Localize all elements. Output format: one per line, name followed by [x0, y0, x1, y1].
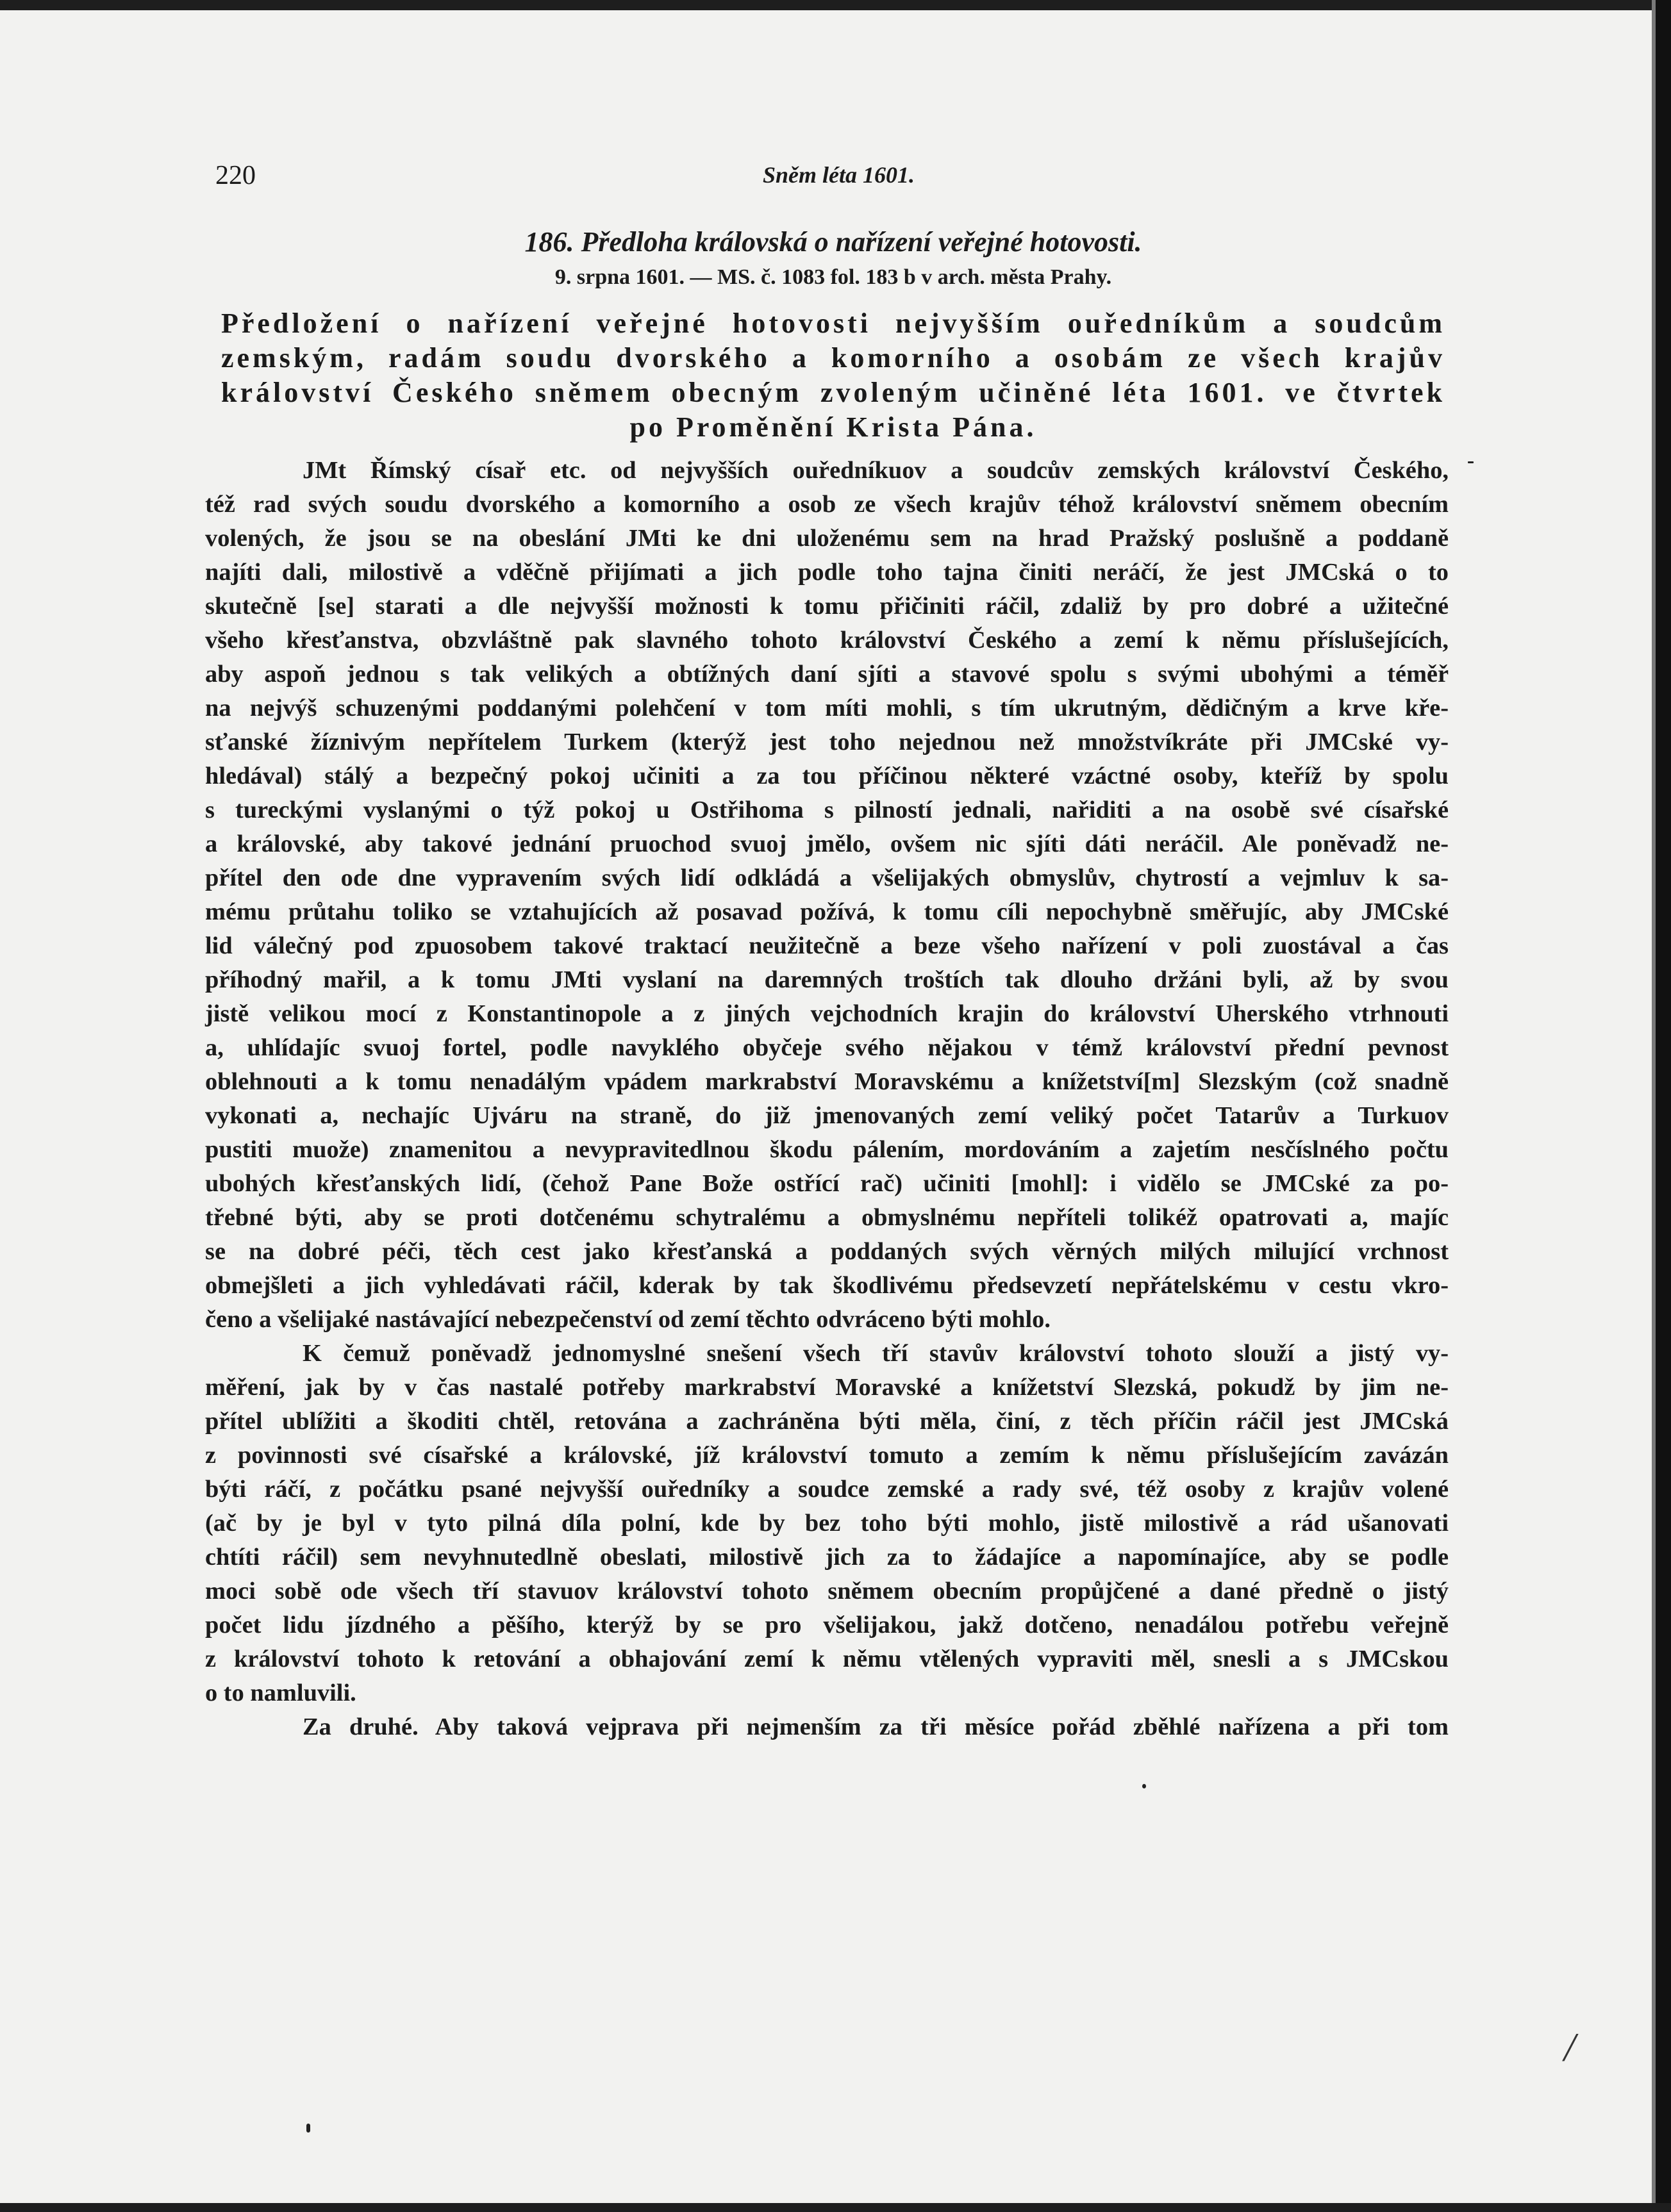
- text-line: mému průtahu toliko se vztahujících až posavad požívá, k tomu cíli nepochybně směřujíc, aby JMCské: [205, 898, 1449, 925]
- text-line: chtíti ráčil) sem nevyhnutedlně obeslati, milostivě jich za to žádajíce a napomínajíce, aby se podle: [205, 1544, 1449, 1571]
- running-title: Sněm léta 1601.: [763, 162, 915, 188]
- source-reference: 9. srpna 1601. — MS. č. 1083 fol. 183 b v arch. města Prahy.: [554, 265, 1112, 289]
- text-line: třebné býti, aby se proti dotčenému schytralému a obmyslnému nepříteli tolikéž opatrovati a, majíc: [205, 1204, 1449, 1231]
- text-line: skutečně [se] starati a dle nejvyšší možnosti k tomu přičiniti ráčil, zdaliž by pro dobré a užitečné: [205, 593, 1449, 620]
- text-line: K čemuž poněvadž jednomyslné snešení všech tří stavův království tohoto slouží a jistý vy-: [303, 1340, 1449, 1367]
- title-line: po Proměnění Krista Pána.: [629, 411, 1037, 443]
- title-line: království Českého sněmem obecným zvoleným učiněné léta 1601. ve čtvrtek: [221, 377, 1445, 408]
- text-line: volených, že jsou se na obeslání JMti ke dni uloženému sem na hrad Pražský poslušně a poddaně: [205, 525, 1449, 552]
- scan-edge-bottom: [0, 2203, 1671, 2212]
- text-line: ubohých křesťanských lidí, (čehož Pane Bože ostřící rač) učiniti [mohl]: i vidělo se JMCské za po-: [205, 1170, 1449, 1197]
- text-line: a, uhlídajíc svuoj fortel, podle navyklého obyčeje svého nějakou v témž království přední pevnost: [205, 1034, 1449, 1061]
- text-line: příhodný mařil, a k tomu JMti vyslaní na daremných troštích tak dlouho držáni byli, až by svou: [205, 966, 1449, 993]
- text-line: hledával) stálý a bezpečný pokoj učiniti a za tou příčinou některé vzáctné osoby, kteříž by spolu: [205, 763, 1449, 789]
- text-line: aby aspoň jednou s tak velikých a obtížných daní sjíti a stavové spolu s svými ubohými a téměř: [205, 661, 1449, 688]
- text-line: Za druhé. Aby taková vejprava při nejmenším za tři měsíce pořád zběhlé nařízena a při tom: [303, 1713, 1449, 1740]
- text-line: všeho křesťanstva, obzvláštně pak slavného tohoto království Českého a zemí k němu příslušejících,: [205, 627, 1449, 654]
- scan-speck: [1468, 461, 1474, 463]
- text-line: jistě velikou mocí z Konstantinopole a z jiných vejchodních krajin do království Uherského vtrhnouti: [205, 1000, 1449, 1027]
- pencil-margin-mark: /: [1564, 2024, 1575, 2070]
- text-line: s tureckými vyslanými o týž pokoj u Ostřihoma s pilností jednali, nařiditi a na osobě své císařské: [205, 796, 1449, 823]
- text-line: přítel den ode dne vypravením svých lidí odkládá a všelijakých obmyslův, chytrostí a vejmluv k sa-: [205, 864, 1449, 891]
- scan-edge-top: [0, 0, 1671, 10]
- body-text: [205, 454, 1449, 1744]
- text-line: počet lidu jízdného a pěšího, kterýž by se pro všelijakou, jakž dotčeno, nenadálou potřebu veřejně: [205, 1612, 1449, 1638]
- title-line: zemským, radám soudu dvorského a komorního a osobám ze všech krajův: [221, 342, 1445, 374]
- text-line: čeno a všelijaké nastávající nebezpečenství od zemí těchto odvráceno býti mohlo.: [205, 1306, 1051, 1333]
- scan-speck: [1142, 1784, 1146, 1788]
- text-line: sťanské žíznivým nepřítelem Turkem (kterýž jest toho nejednou než množstvíkráte při JMCské vy-: [205, 729, 1449, 755]
- page-number: 220: [215, 161, 256, 190]
- text-line: vykonati a, nechajíc Ujváru na straně, do již jmenovaných zemí veliký počet Tatarův a Turkuov: [205, 1102, 1449, 1129]
- text-line: obmejšleti a jich vyhledávati ráčil, kderak by tak škodlivému předsevzetí nepřátelskému v cestu vkro-: [205, 1272, 1449, 1299]
- text-line: a královské, aby takové jednání pruochod svuoj jmělo, ovšem nic sjíti dáti neráčil. Ale poněvadž ne-: [205, 830, 1449, 857]
- document-title: [221, 306, 1445, 445]
- text-line: pustiti muože) znamenitou a nevypravitedlnou škodu pálením, mordováním a zajetím nesčíslného počtu: [205, 1136, 1449, 1163]
- text-line: oblehnouti a k tomu nenadálým vpádem markrabství Moravskému a knížetství[m] Slezským (což snadně: [205, 1068, 1449, 1095]
- document-heading: 186. Předloha královská o nařízení veřejné hotovosti.: [524, 226, 1142, 258]
- text-line: o to namluvili.: [205, 1680, 356, 1706]
- text-line: moci sobě ode všech tří stavuov království tohoto sněmem obecním propůjčené a dané předně o jistý: [205, 1578, 1449, 1605]
- text-line: z království tohoto k retování a obhajování zemí k němu vtělených vypraviti měl, snesli a s JMCskou: [205, 1646, 1449, 1672]
- text-line: též rad svých soudu dvorského a komorního a osob ze všech krajův téhož království sněmem obecním: [205, 491, 1449, 518]
- text-line: najíti dali, milostivě a vděčně přijímati a jich podle toho tajna činiti neráčí, že jest JMCská o to: [205, 559, 1449, 586]
- text-line: na nejvýš schuzenými poddanými polehčení v tom míti mohli, s tím ukrutným, dědičným a krve kře-: [205, 695, 1449, 722]
- text-line: přítel ublížiti a škoditi chtěl, retována a zachráněna býti měla, činí, z těch příčin ráčil jest JMCská: [205, 1408, 1449, 1435]
- scan-speck: [306, 2124, 310, 2133]
- text-line: JMt Římský císař etc. od nejvyšších ouředníkuov a soudcův zemských království Českého,: [303, 457, 1449, 484]
- text-line: se na dobré péči, těch cest jako křesťanská a poddaných svých věrných milých milující vrchnost: [205, 1238, 1449, 1265]
- scan-edge-right: [1656, 0, 1671, 2212]
- text-line: lid válečný pod zpuosobem takové traktací neužitečně a beze všeho nařízení v poli zuostával a čas: [205, 932, 1449, 959]
- text-line: z povinnosti své císařské a královské, jíž království tomuto a zemím k němu příslušejícím zavázán: [205, 1442, 1449, 1469]
- text-line: (ač by je byl v tyto pilná díla polní, kde by bez toho býti mohlo, jistě milostivě a rád ušanovati: [205, 1510, 1449, 1537]
- text-line: býti ráčí, z počátku psané nejvyšší ouředníky a soudce zemské a rady své, též osoby z krajův volené: [205, 1476, 1449, 1503]
- text-line: měření, jak by v čas nastalé potřeby markrabství Moravské a knížetství Slezská, pokudž by jim ne-: [205, 1374, 1449, 1401]
- title-line: Předložení o nařízení veřejné hotovosti nejvyšším ouředníkům a soudcům: [221, 308, 1445, 339]
